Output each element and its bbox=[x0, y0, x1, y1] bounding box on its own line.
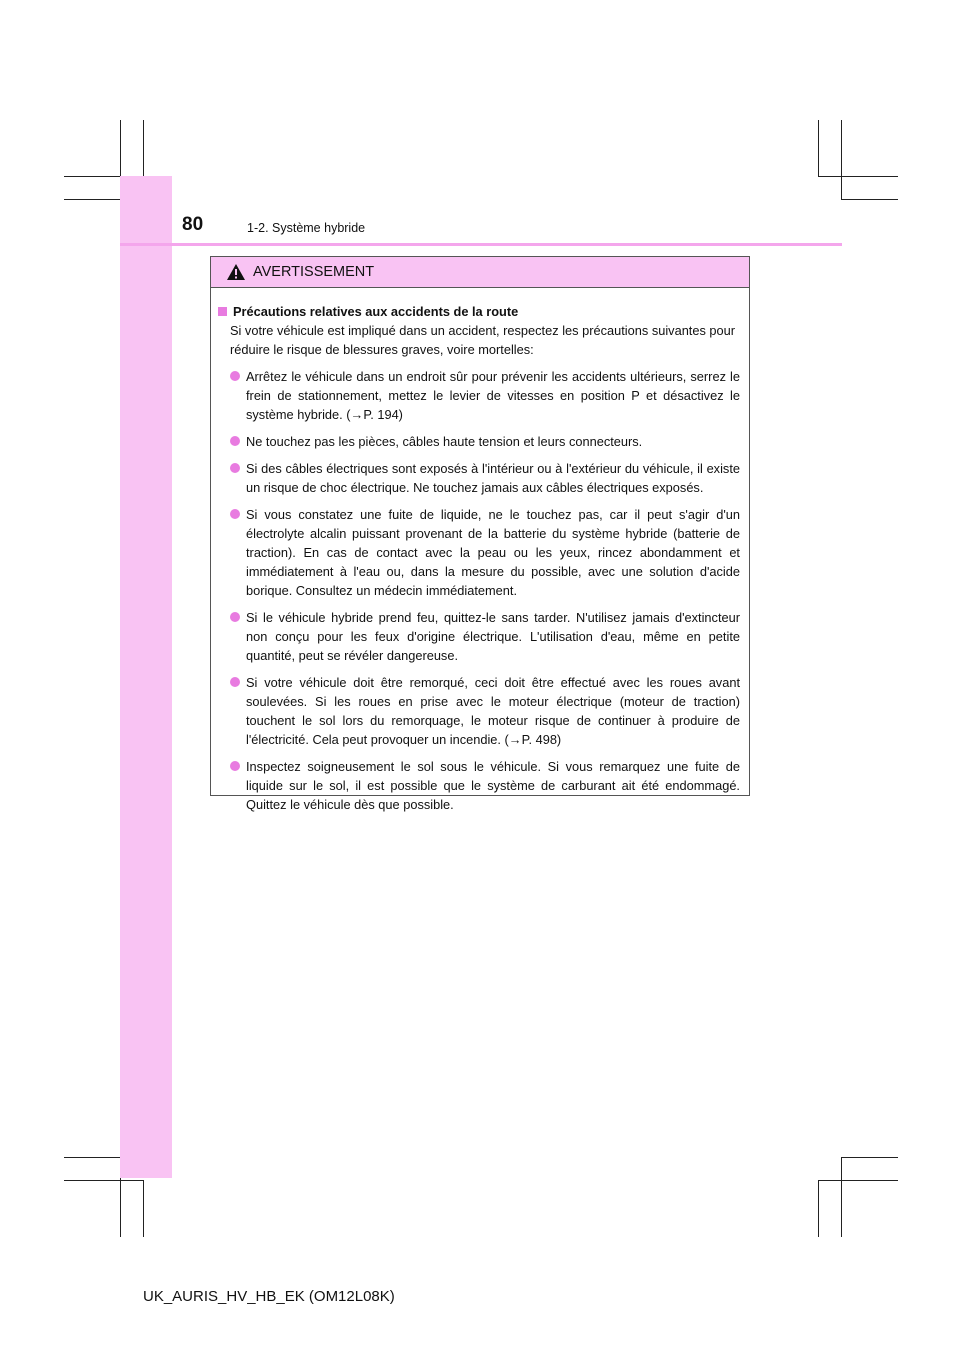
list-item bbox=[218, 432, 740, 451]
bullet-icon bbox=[230, 436, 240, 446]
bullet-icon bbox=[230, 612, 240, 622]
list-item bbox=[218, 459, 740, 497]
list-item bbox=[218, 757, 740, 814]
crop-mark bbox=[818, 120, 819, 177]
list-item bbox=[218, 673, 740, 749]
list-item-text: Ne touchez pas les pièces, câbles haute tension et leurs connecteurs. bbox=[246, 434, 643, 449]
side-tab-band bbox=[120, 176, 172, 1178]
warning-title: AVERTISSEMENT bbox=[253, 264, 375, 280]
warning-triangle-icon bbox=[226, 263, 246, 281]
bullet-icon bbox=[230, 761, 240, 771]
crop-mark bbox=[841, 120, 842, 200]
list-item bbox=[218, 608, 740, 665]
crop-mark bbox=[818, 1180, 819, 1237]
warning-heading-text: Précautions relatives aux accidents de la route bbox=[233, 304, 519, 319]
bullet-icon bbox=[230, 463, 240, 473]
crop-mark bbox=[818, 1180, 898, 1181]
list-item-text: Arrêtez le véhicule dans un endroit sûr pour prévenir les accidents ultérieurs, serrez le frein de stationnement, mettez le levier de vitesses en position P et désactivez le système hybride. (→P. 194) bbox=[246, 369, 740, 422]
list-item-text: Si des câbles électriques sont exposés à l'intérieur ou à l'extérieur du véhicule, il existe un risque de choc électrique. Ne touchez jamais aux câbles électriques exposés. bbox=[246, 461, 740, 495]
list-item-text: Si vous constatez une fuite de liquide, ne le touchez pas, car il peut s'agir d'un électrolyte alcalin puissant provenant de la batterie du système hybride (batterie de traction). En cas de contact avec la peau ou les yeux, rincez abondamment et immédiatement à l'eau ou, dans la mesure du possible, avec une solution d'acide borique. Consultez un médecin immédiatement. bbox=[246, 507, 740, 598]
crop-mark bbox=[64, 199, 121, 200]
warning-heading bbox=[218, 302, 740, 321]
crop-mark bbox=[64, 1157, 121, 1158]
bullet-icon bbox=[230, 371, 240, 381]
warning-box bbox=[210, 256, 750, 812]
bullet-icon bbox=[230, 677, 240, 687]
crop-mark bbox=[841, 199, 898, 200]
list-item-text: Inspectez soigneusement le sol sous le véhicule. Si vous remarquez une fuite de liquide sur le sol, il est possible que le système de carburant ait été endommagé. Quittez le véhicule dès que possible. bbox=[246, 759, 740, 812]
list-item bbox=[218, 367, 740, 424]
section-title: 1-2. Système hybride bbox=[247, 221, 366, 235]
warning-header bbox=[211, 257, 749, 288]
document-code: UK_AURIS_HV_HB_EK (OM12L08K) bbox=[143, 1288, 395, 1305]
square-bullet-icon bbox=[218, 307, 227, 316]
warning-body bbox=[211, 288, 749, 814]
crop-mark bbox=[841, 1157, 842, 1237]
header-divider bbox=[120, 243, 842, 246]
crop-mark bbox=[143, 1180, 144, 1237]
crop-mark bbox=[818, 176, 898, 177]
crop-mark bbox=[64, 1180, 144, 1181]
page-number: 80 bbox=[182, 214, 204, 235]
crop-mark bbox=[841, 1157, 898, 1158]
list-item bbox=[218, 505, 740, 600]
bullet-icon bbox=[230, 509, 240, 519]
list-item-text: Si le véhicule hybride prend feu, quittez-le sans tarder. N'utilisez jamais d'extincteur non conçu pour les feux d'origine électrique. L'utilisation d'eau, même en petite quantité, peut se révéler dangereuse. bbox=[246, 610, 740, 663]
list-item-text: Si votre véhicule doit être remorqué, ceci doit être effectué avec les roues avant soulevées. Si les roues en prise avec le moteur électrique (moteur de traction) touchent le sol lors du remorquage, le moteur risque de continuer à produire de l'électricité. Cela peut provoquer un incendie. (→P. 498) bbox=[246, 675, 740, 747]
warning-intro: Si votre véhicule est impliqué dans un accident, respectez les précautions suivantes pour réduire le risque de blessures graves, voire mortelles: bbox=[230, 323, 736, 357]
